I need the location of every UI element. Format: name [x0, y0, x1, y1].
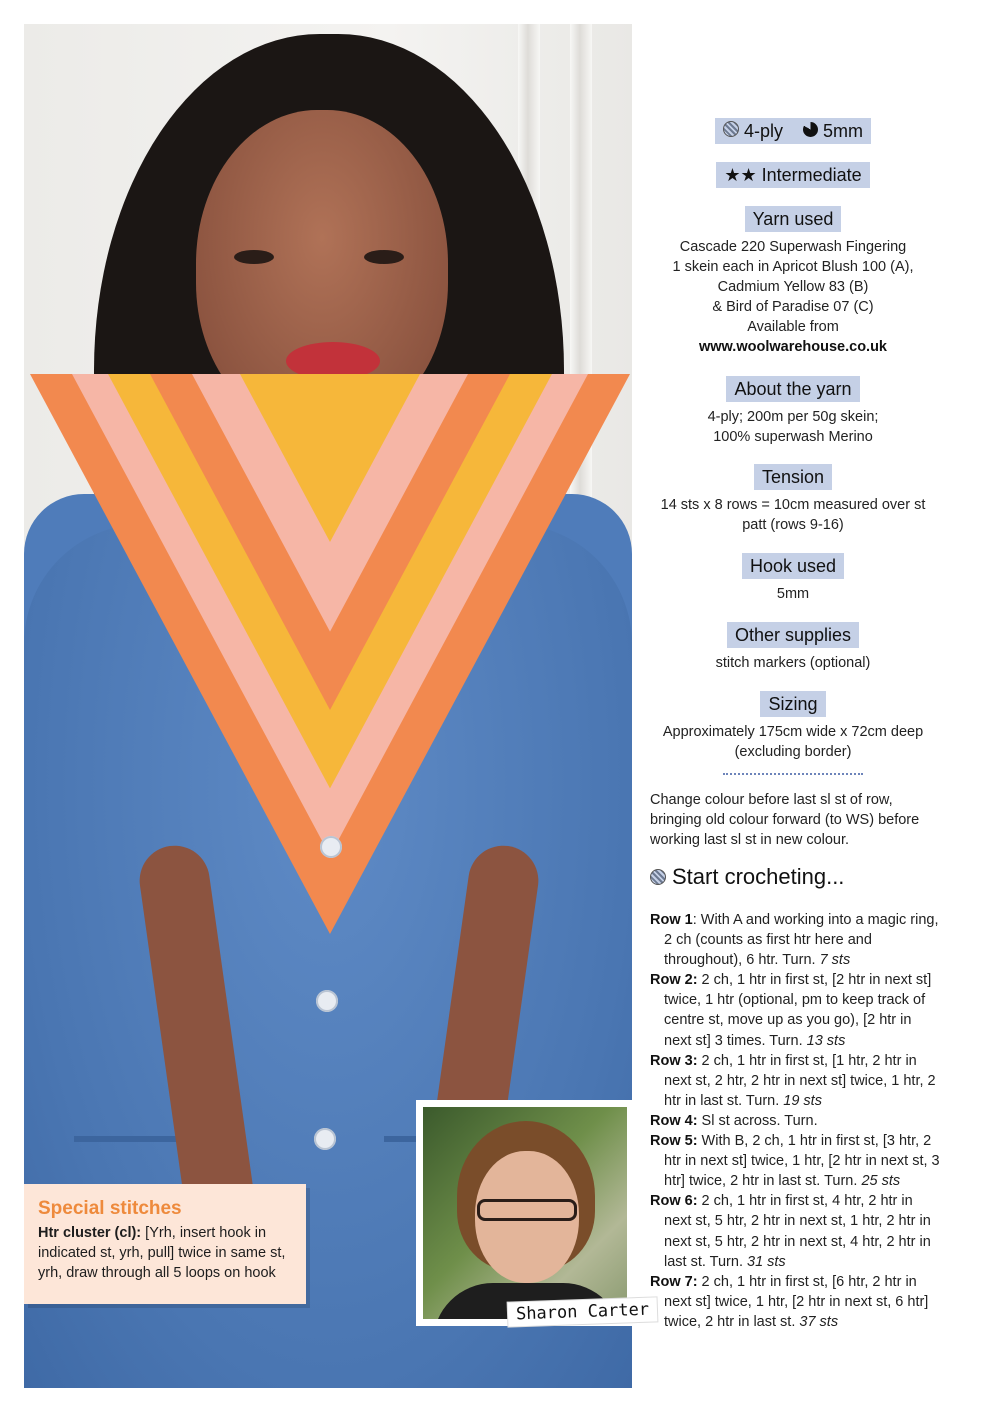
yarn-used-line: 1 skein each in Apricot Blush 100 (A), — [672, 259, 914, 275]
pattern-row: Row 4: Sl st across. Turn. — [650, 1112, 818, 1129]
model-eye — [364, 250, 404, 264]
dotted-divider — [648, 773, 938, 775]
weight-hook-badge — [715, 118, 871, 144]
about-yarn-heading: About the yarn — [726, 376, 859, 402]
sizing-line: (excluding border) — [734, 744, 852, 760]
other-supplies-line: stitch markers (optional) — [715, 655, 871, 671]
pattern-row: Row 1: With A and working into a magic ring, 2 ch (counts as first htr here and throughout), 6 htr. Turn. 7 sts — [650, 912, 939, 969]
level-stars: ★★ — [724, 165, 757, 185]
badge-row — [648, 118, 938, 144]
tension-line: 14 sts x 8 rows = 10cm measured over st — [660, 497, 926, 513]
stitch-description: [Yrh, insert hook in indicated st, yrh, pull] twice in same st, yrh, draw through all 5 loops on hook — [38, 1225, 286, 1281]
tension-section — [648, 464, 938, 535]
pattern-row: Row 5: With B, 2 ch, 1 htr in first st, [3 htr, 2 htr in next st] twice, 1 htr, [2 htr in next st, 3 htr] twice, 2 htr in last st. Turn. 25 sts — [650, 1133, 940, 1190]
yarn-ball-icon — [723, 121, 739, 137]
tension-heading: Tension — [754, 464, 832, 490]
special-stitches-body — [38, 1223, 294, 1283]
yarn-ball-icon — [650, 869, 666, 885]
tension-line: patt (rows 9-16) — [742, 517, 844, 533]
pattern-row: Row 2: 2 ch, 1 htr in first st, [2 htr in next st] twice, 1 htr (optional, pm to keep track of centre st, move up as you go), [2 htr in next st] 3 times. Turn. 13 sts — [650, 972, 932, 1049]
stitch-term: Htr cluster (cl): — [38, 1225, 142, 1241]
yarn-used-heading: Yarn used — [745, 206, 842, 232]
designer-glasses — [477, 1199, 577, 1221]
about-yarn-section — [648, 376, 938, 447]
hook-icon — [803, 122, 818, 137]
yarn-used-section — [648, 206, 938, 357]
level-row — [648, 162, 938, 188]
sizing-heading: Sizing — [760, 691, 825, 717]
model-eye — [234, 250, 274, 264]
start-heading-text: Start crocheting... — [672, 864, 845, 889]
about-yarn-line: 100% superwash Merino — [713, 429, 873, 445]
stockist-link[interactable]: www.woolwarehouse.co.uk — [699, 339, 887, 355]
special-stitches-box — [24, 1184, 306, 1304]
yarn-used-line: Cadmium Yellow 83 (B) — [717, 279, 869, 295]
dress-button — [316, 990, 338, 1012]
yarn-weight: 4-ply — [743, 121, 783, 141]
colour-change-note: Change colour before last sl st of row, bringing old colour forward (to WS) before working last sl st in new colour. — [650, 792, 920, 848]
hook-size: 5mm — [823, 121, 864, 141]
level-badge — [716, 162, 869, 188]
other-supplies-heading: Other supplies — [727, 622, 859, 648]
pattern-row: Row 6: 2 ch, 1 htr in first st, 4 htr, 2 htr in next st, 5 htr, 2 htr in next st, 1 htr, 2 htr in next st, 5 htr, 2 htr in next st, 4 htr, 2 htr in last st. Turn. 31 sts — [650, 1193, 931, 1270]
designer-name: Sharon Carter — [508, 1297, 658, 1326]
start-crocheting-heading — [650, 864, 938, 890]
sizing-section — [648, 691, 938, 762]
hook-used-section — [648, 553, 938, 604]
yarn-used-line: & Bird of Paradise 07 (C) — [712, 299, 874, 315]
sizing-line: Approximately 175cm wide x 72cm deep — [662, 724, 924, 740]
pattern-row: Row 3: 2 ch, 1 htr in first st, [1 htr, 2 htr in next st, 2 htr, 2 htr in next st] twice, 1 htr, 2 htr in last st. Turn. 19 sts — [650, 1052, 936, 1109]
designer-photo — [416, 1100, 634, 1326]
dress-button — [314, 1128, 336, 1150]
special-stitches-title: Special stitches — [38, 1198, 182, 1219]
pattern-rows — [650, 910, 940, 1332]
other-supplies-section — [648, 622, 938, 673]
level-text: Intermediate — [761, 165, 862, 185]
about-yarn-line: 4-ply; 200m per 50g skein; — [707, 409, 879, 425]
hook-used-heading: Hook used — [742, 553, 844, 579]
yarn-used-line: Cascade 220 Superwash Fingering — [679, 239, 907, 255]
yarn-used-line: Available from — [747, 319, 839, 335]
dress-button — [320, 836, 342, 858]
hook-used-line: 5mm — [776, 586, 810, 602]
pattern-row: Row 7: 2 ch, 1 htr in first st, [6 htr, 2 htr in next st] twice, 1 htr, [2 htr in next st, 6 htr] twice, 2 htr in last st. 37 sts — [650, 1273, 929, 1330]
